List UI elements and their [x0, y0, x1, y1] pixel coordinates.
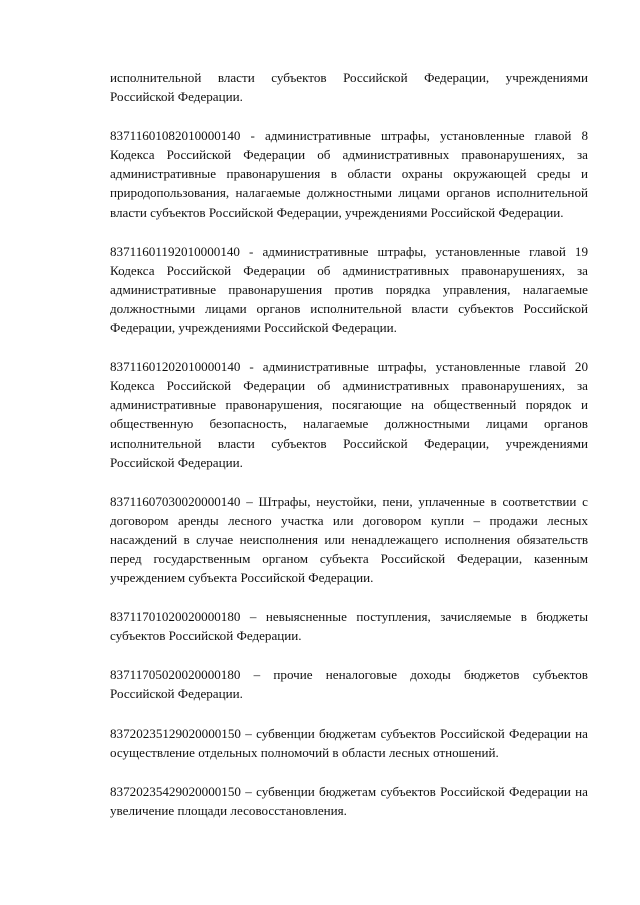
paragraph-code-83711705020020000180: 83711705020020000180 – прочие неналоговые доходы бюджетов субъектов Российской Федерации.: [110, 667, 588, 702]
paragraph-code-83711601202010000140: 83711601202010000140 - административные штрафы, установленные главой 20 Кодекса Российской Федерации об административных правонарушениях, за административные правонарушения, посягающие на общественный порядок и общественную безопасность, налагаемые должностными лицами органов исполнительной власти субъектов Российской Федерации, учреждениями Российской Федерации.: [110, 359, 588, 470]
paragraph-continuation: исполнительной власти субъектов Российской Федерации, учреждениями Российской Федерации.: [110, 70, 588, 105]
paragraph-code-83711607030020000140: 83711607030020000140 – Штрафы, неустойки, пени, уплаченные в соответствии с договором аренды лесного участка или договором купли – продажи лесных насаждений в случае неисполнения или ненадлежащего исполнения обязательств перед государственным органом субъекта Российской Федерации, казенным учреждением субъекта Российской Федерации.: [110, 493, 588, 586]
paragraph-code-83711701020020000180: 83711701020020000180 – невыясненные поступления, зачисляемые в бюджеты субъектов Российской Федерации.: [110, 609, 588, 644]
paragraph-code-83720235429020000150: 83720235429020000150 – субвенции бюджетам субъектов Российской Федерации на увеличение площади лесовосстановления.: [110, 783, 588, 818]
paragraph-code-83711601192010000140: 83711601192010000140 - административные штрафы, установленные главой 19 Кодекса Российской Федерации об административных правонарушениях, за административные правонарушения против порядка управления, налагаемые должностными лицами органов исполнительной власти субъектов Российской Федерации, учреждениями Российской Федерации.: [110, 243, 588, 336]
document-page: [110, 68, 588, 840]
paragraph-code-83720235129020000150: 83720235129020000150 – субвенции бюджетам субъектов Российской Федерации на осуществление отдельных полномочий в области лесных отношений.: [110, 725, 588, 760]
paragraph-code-83711601082010000140: 83711601082010000140 - административные штрафы, установленные главой 8 Кодекса Российской Федерации об административных правонарушениях, за административные правонарушения в области охраны окружающей среды и природопользования, налагаемые должностными лицами органов исполнительной власти субъектов Российской Федерации, учреждениями Российской Федерации.: [110, 128, 588, 220]
